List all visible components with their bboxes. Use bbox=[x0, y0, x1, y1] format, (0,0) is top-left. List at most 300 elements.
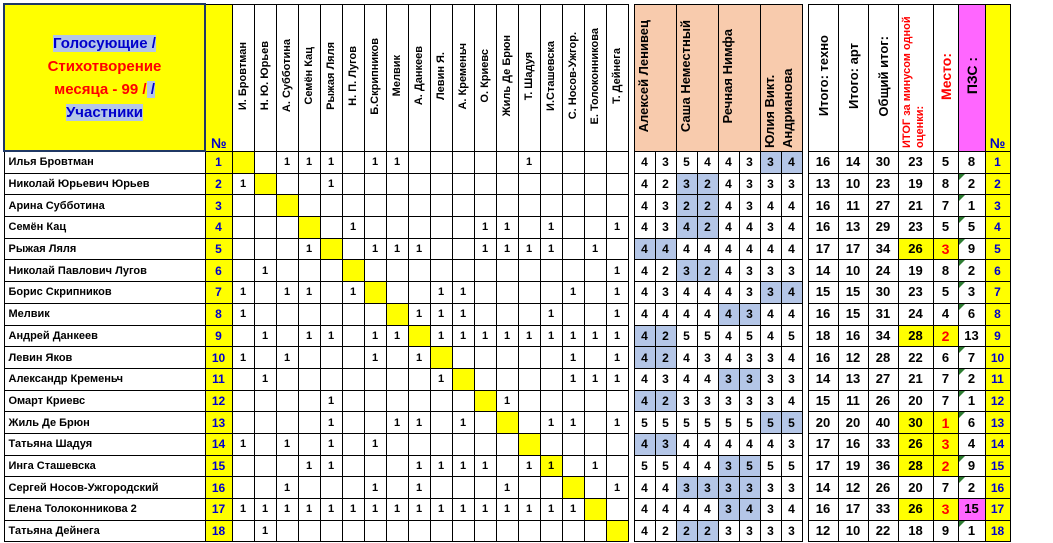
judge-score-cell: 5 bbox=[739, 325, 760, 347]
table-row bbox=[4, 477, 1010, 499]
judge-score-cell: 4 bbox=[634, 499, 655, 521]
title-line-3: месяца - 99 / bbox=[54, 80, 147, 98]
judge-column-header-label: Саша Неместный bbox=[678, 19, 693, 133]
vote-cell bbox=[474, 195, 496, 217]
total-techno: 16 bbox=[808, 303, 838, 325]
vote-cell bbox=[496, 520, 518, 542]
vote-cell bbox=[342, 325, 364, 347]
vote-cell: 1 bbox=[364, 347, 386, 369]
vote-cell bbox=[584, 347, 606, 369]
vote-cell bbox=[584, 195, 606, 217]
vote-cell bbox=[430, 151, 452, 173]
vote-cell: 1 bbox=[364, 477, 386, 499]
row-number: 15 bbox=[205, 455, 232, 477]
vote-cell: 1 bbox=[364, 325, 386, 347]
total-overall: 28 bbox=[868, 347, 898, 369]
vote-cell: 1 bbox=[540, 217, 562, 239]
participant-name: Николай Павлович Лугов bbox=[4, 260, 205, 282]
voter-column-header bbox=[474, 4, 496, 151]
total-techno: 15 bbox=[808, 390, 838, 412]
vote-cell: 1 bbox=[342, 217, 364, 239]
vote-cell: 1 bbox=[276, 433, 298, 455]
vote-cell bbox=[562, 477, 584, 499]
total-overall: 26 bbox=[868, 477, 898, 499]
vote-cell: 1 bbox=[408, 477, 430, 499]
judge-score-cell: 3 bbox=[739, 151, 760, 173]
vote-cell bbox=[320, 217, 342, 239]
vote-cell bbox=[584, 499, 606, 521]
judge-score-cell: 2 bbox=[697, 217, 718, 239]
vote-cell bbox=[606, 173, 628, 195]
vote-cell bbox=[496, 368, 518, 390]
pzs: 9 bbox=[958, 238, 985, 260]
vote-cell: 1 bbox=[496, 499, 518, 521]
vote-cell bbox=[518, 412, 540, 434]
total-minus-one: 28 bbox=[898, 325, 933, 347]
total-minus-one: 26 bbox=[898, 238, 933, 260]
participant-name: Омарт Криевс bbox=[4, 390, 205, 412]
vote-cell bbox=[254, 173, 276, 195]
table-row bbox=[4, 260, 1010, 282]
total-art: 10 bbox=[838, 173, 868, 195]
total-overall: 26 bbox=[868, 390, 898, 412]
vote-cell bbox=[430, 347, 452, 369]
judge-score-cell: 5 bbox=[760, 455, 781, 477]
judge-column-header bbox=[634, 4, 676, 151]
total-minus-one: 19 bbox=[898, 173, 933, 195]
judge-column-header bbox=[760, 4, 802, 151]
total-art: 19 bbox=[838, 455, 868, 477]
total-overall: 30 bbox=[868, 282, 898, 304]
vote-cell: 1 bbox=[496, 477, 518, 499]
vote-cell: 1 bbox=[232, 282, 254, 304]
pzs: 6 bbox=[958, 412, 985, 434]
vote-cell: 1 bbox=[540, 499, 562, 521]
judge-score-cell: 3 bbox=[739, 368, 760, 390]
voter-column-header-label: А. Кременьч bbox=[457, 42, 469, 110]
vote-cell bbox=[562, 173, 584, 195]
vote-cell bbox=[606, 151, 628, 173]
participant-name: Рыжая Ляля bbox=[4, 238, 205, 260]
vote-cell bbox=[254, 217, 276, 239]
vote-cell bbox=[232, 325, 254, 347]
vote-cell bbox=[452, 390, 474, 412]
table-row bbox=[4, 455, 1010, 477]
vote-cell bbox=[606, 195, 628, 217]
voter-column-header-label: И.Сташевска bbox=[545, 41, 557, 111]
vote-cell: 1 bbox=[452, 499, 474, 521]
voter-column-header-label: О. Криевс bbox=[479, 49, 491, 103]
vote-cell bbox=[364, 303, 386, 325]
judge-score-cell: 4 bbox=[697, 368, 718, 390]
vote-cell bbox=[386, 217, 408, 239]
row-number: 6 bbox=[205, 260, 232, 282]
row-number-end: 10 bbox=[985, 347, 1010, 369]
vote-cell bbox=[518, 282, 540, 304]
vote-cell: 1 bbox=[298, 238, 320, 260]
judge-score-cell: 4 bbox=[634, 347, 655, 369]
total-overall: 31 bbox=[868, 303, 898, 325]
vote-cell: 1 bbox=[540, 412, 562, 434]
vote-cell bbox=[364, 520, 386, 542]
vote-cell bbox=[408, 325, 430, 347]
row-number-end: 15 bbox=[985, 455, 1010, 477]
judge-score-cell: 4 bbox=[697, 499, 718, 521]
judge-score-cell: 3 bbox=[718, 455, 739, 477]
voter-column-header-label: Н. П. Лугов bbox=[347, 46, 359, 106]
vote-cell bbox=[584, 260, 606, 282]
judge-score-cell: 3 bbox=[760, 151, 781, 173]
vote-cell bbox=[254, 195, 276, 217]
voter-column-header bbox=[452, 4, 474, 151]
vote-cell bbox=[276, 303, 298, 325]
total-techno: 16 bbox=[808, 195, 838, 217]
vote-cell: 1 bbox=[386, 499, 408, 521]
title-line-2: Стихотворение bbox=[47, 57, 162, 75]
pzs: 6 bbox=[958, 303, 985, 325]
voter-column-header-label: А. Данкеев bbox=[413, 46, 425, 106]
judge-score-cell: 4 bbox=[697, 433, 718, 455]
voter-column-header-label: А. Субботина bbox=[281, 39, 293, 113]
total-art: 17 bbox=[838, 238, 868, 260]
vote-cell: 1 bbox=[254, 325, 276, 347]
vote-cell: 1 bbox=[232, 303, 254, 325]
table-row bbox=[4, 368, 1010, 390]
judge-score-cell: 3 bbox=[655, 368, 676, 390]
place: 3 bbox=[933, 238, 958, 260]
judge-score-cell: 4 bbox=[718, 303, 739, 325]
vote-cell bbox=[276, 238, 298, 260]
vote-cell bbox=[254, 151, 276, 173]
vote-cell bbox=[276, 260, 298, 282]
total-overall: 29 bbox=[868, 217, 898, 239]
vote-cell: 1 bbox=[452, 455, 474, 477]
vote-cell: 1 bbox=[386, 151, 408, 173]
vote-cell bbox=[518, 433, 540, 455]
vote-cell bbox=[474, 303, 496, 325]
judge-score-cell: 3 bbox=[718, 499, 739, 521]
table-row bbox=[4, 195, 1010, 217]
judge-score-cell: 3 bbox=[760, 173, 781, 195]
voter-column-header bbox=[562, 4, 584, 151]
vote-cell bbox=[276, 368, 298, 390]
row-number-end: 17 bbox=[985, 499, 1010, 521]
voter-column-header bbox=[298, 4, 320, 151]
vote-cell bbox=[518, 303, 540, 325]
judge-score-cell: 4 bbox=[655, 477, 676, 499]
vote-cell bbox=[386, 520, 408, 542]
vote-cell bbox=[276, 390, 298, 412]
table-row bbox=[4, 173, 1010, 195]
judge-score-cell: 3 bbox=[718, 477, 739, 499]
vote-cell bbox=[254, 433, 276, 455]
judge-score-cell: 5 bbox=[781, 455, 802, 477]
judge-score-cell: 5 bbox=[676, 412, 697, 434]
vote-cell bbox=[606, 238, 628, 260]
vote-cell: 1 bbox=[408, 499, 430, 521]
vote-cell bbox=[342, 347, 364, 369]
judge-score-cell: 2 bbox=[655, 347, 676, 369]
vote-cell bbox=[276, 173, 298, 195]
vote-cell bbox=[584, 217, 606, 239]
voter-column-header-label: Т. Дейнега bbox=[611, 48, 623, 104]
total-minus-one: 21 bbox=[898, 368, 933, 390]
vote-cell: 1 bbox=[430, 455, 452, 477]
vote-cell bbox=[562, 455, 584, 477]
totals-column-header bbox=[958, 4, 985, 151]
vote-cell bbox=[540, 260, 562, 282]
place: 7 bbox=[933, 477, 958, 499]
vote-cell bbox=[364, 173, 386, 195]
place: 8 bbox=[933, 260, 958, 282]
judge-score-cell: 5 bbox=[781, 325, 802, 347]
vote-cell bbox=[430, 195, 452, 217]
vote-cell bbox=[562, 151, 584, 173]
vote-cell: 1 bbox=[452, 325, 474, 347]
vote-cell bbox=[276, 195, 298, 217]
totals-column-header bbox=[838, 4, 868, 151]
number-header: № bbox=[205, 4, 232, 151]
vote-cell bbox=[386, 368, 408, 390]
judge-score-cell: 2 bbox=[655, 390, 676, 412]
row-number: 5 bbox=[205, 238, 232, 260]
vote-cell bbox=[496, 455, 518, 477]
vote-cell bbox=[452, 347, 474, 369]
judge-score-cell: 5 bbox=[739, 455, 760, 477]
judge-score-cell: 3 bbox=[781, 477, 802, 499]
vote-cell bbox=[320, 368, 342, 390]
table-row bbox=[4, 347, 1010, 369]
judge-score-cell: 4 bbox=[739, 499, 760, 521]
vote-cell bbox=[232, 217, 254, 239]
judge-score-cell: 5 bbox=[634, 455, 655, 477]
totals-column-header bbox=[933, 4, 958, 151]
judge-score-cell: 3 bbox=[655, 195, 676, 217]
row-number: 18 bbox=[205, 520, 232, 542]
judge-score-cell: 3 bbox=[739, 282, 760, 304]
vote-cell bbox=[386, 455, 408, 477]
table-row bbox=[4, 412, 1010, 434]
judge-score-cell: 3 bbox=[760, 499, 781, 521]
voter-column-header bbox=[606, 4, 628, 151]
totals-column-header bbox=[868, 4, 898, 151]
place: 5 bbox=[933, 217, 958, 239]
judge-score-cell: 4 bbox=[634, 151, 655, 173]
vote-cell bbox=[496, 303, 518, 325]
vote-cell bbox=[254, 238, 276, 260]
vote-cell bbox=[540, 433, 562, 455]
voter-column-header bbox=[540, 4, 562, 151]
judge-score-cell: 3 bbox=[739, 173, 760, 195]
row-number-end: 1 bbox=[985, 151, 1010, 173]
judge-score-cell: 5 bbox=[697, 412, 718, 434]
total-minus-one: 18 bbox=[898, 520, 933, 542]
place: 2 bbox=[933, 455, 958, 477]
judge-score-cell: 4 bbox=[760, 303, 781, 325]
vote-cell: 1 bbox=[562, 499, 584, 521]
total-overall: 30 bbox=[868, 151, 898, 173]
vote-cell bbox=[540, 195, 562, 217]
judge-score-cell: 3 bbox=[718, 390, 739, 412]
vote-cell: 1 bbox=[408, 412, 430, 434]
vote-cell bbox=[298, 217, 320, 239]
vote-cell bbox=[408, 217, 430, 239]
judge-score-cell: 2 bbox=[697, 173, 718, 195]
vote-cell bbox=[342, 477, 364, 499]
voter-column-header-label: Т. Шадуя bbox=[523, 51, 535, 101]
total-minus-one: 19 bbox=[898, 260, 933, 282]
vote-cell: 1 bbox=[496, 238, 518, 260]
judge-score-cell: 4 bbox=[697, 151, 718, 173]
voter-column-header-label: Левин Я. bbox=[435, 51, 447, 101]
place: 6 bbox=[933, 347, 958, 369]
participant-name: Мелвик bbox=[4, 303, 205, 325]
total-overall: 24 bbox=[868, 260, 898, 282]
judge-column-header-label: Речная Нимфа bbox=[720, 28, 735, 124]
judge-score-cell: 4 bbox=[634, 303, 655, 325]
total-art: 20 bbox=[838, 412, 868, 434]
vote-cell bbox=[518, 217, 540, 239]
vote-cell bbox=[430, 520, 452, 542]
total-techno: 16 bbox=[808, 347, 838, 369]
total-techno: 16 bbox=[808, 151, 838, 173]
place: 8 bbox=[933, 173, 958, 195]
vote-cell: 1 bbox=[320, 455, 342, 477]
vote-cell bbox=[298, 368, 320, 390]
judge-score-cell: 4 bbox=[634, 217, 655, 239]
judge-score-cell: 2 bbox=[655, 520, 676, 542]
totals-column-header-label: Место: bbox=[937, 52, 954, 100]
vote-cell bbox=[474, 520, 496, 542]
judge-score-cell: 4 bbox=[760, 433, 781, 455]
row-number: 3 bbox=[205, 195, 232, 217]
total-minus-one: 20 bbox=[898, 390, 933, 412]
vote-cell: 1 bbox=[276, 347, 298, 369]
judge-score-cell: 4 bbox=[634, 325, 655, 347]
total-art: 13 bbox=[838, 368, 868, 390]
voter-column-header bbox=[276, 4, 298, 151]
vote-cell bbox=[408, 520, 430, 542]
vote-cell: 1 bbox=[320, 499, 342, 521]
total-minus-one: 23 bbox=[898, 217, 933, 239]
judge-score-cell: 4 bbox=[676, 499, 697, 521]
row-number-end: 8 bbox=[985, 303, 1010, 325]
totals-column-header-label: Общий итог: bbox=[875, 35, 891, 117]
participant-name: Татьяна Дейнега bbox=[4, 520, 205, 542]
vote-cell: 1 bbox=[298, 499, 320, 521]
title-line-4: Участники bbox=[65, 103, 144, 121]
vote-cell bbox=[540, 390, 562, 412]
vote-cell bbox=[496, 173, 518, 195]
judge-score-cell: 5 bbox=[655, 412, 676, 434]
vote-cell: 1 bbox=[342, 282, 364, 304]
voter-column-header-label: С. Носов-Ужгор. bbox=[567, 32, 579, 120]
participant-name: Сергей Носов-Ужгородский bbox=[4, 477, 205, 499]
judge-score-cell: 4 bbox=[739, 433, 760, 455]
vote-cell: 1 bbox=[606, 477, 628, 499]
judge-score-cell: 5 bbox=[676, 325, 697, 347]
vote-cell bbox=[386, 390, 408, 412]
vote-cell: 1 bbox=[496, 217, 518, 239]
vote-cell: 1 bbox=[298, 282, 320, 304]
row-number: 10 bbox=[205, 347, 232, 369]
vote-cell: 1 bbox=[474, 238, 496, 260]
vote-cell bbox=[232, 151, 254, 173]
judge-score-cell: 4 bbox=[718, 195, 739, 217]
table-title: Голосующие / Стихотворение месяца - 99 / / Участники bbox=[4, 4, 205, 151]
vote-cell: 1 bbox=[254, 260, 276, 282]
vote-cell: 1 bbox=[496, 390, 518, 412]
row-number-end: 18 bbox=[985, 520, 1010, 542]
total-techno: 16 bbox=[808, 499, 838, 521]
judge-score-cell: 4 bbox=[718, 282, 739, 304]
total-overall: 22 bbox=[868, 520, 898, 542]
row-number-end: 12 bbox=[985, 390, 1010, 412]
judge-score-cell: 4 bbox=[781, 347, 802, 369]
vote-cell bbox=[408, 282, 430, 304]
table-row bbox=[4, 390, 1010, 412]
vote-cell bbox=[342, 368, 364, 390]
judge-score-cell: 3 bbox=[676, 173, 697, 195]
vote-cell bbox=[342, 195, 364, 217]
total-art: 10 bbox=[838, 260, 868, 282]
judge-score-cell: 4 bbox=[781, 151, 802, 173]
vote-cell: 1 bbox=[584, 325, 606, 347]
row-number-end: 4 bbox=[985, 217, 1010, 239]
row-number-end: 5 bbox=[985, 238, 1010, 260]
participant-name: Семён Кац bbox=[4, 217, 205, 239]
vote-cell bbox=[364, 455, 386, 477]
judge-score-cell: 4 bbox=[781, 499, 802, 521]
judge-score-cell: 5 bbox=[760, 412, 781, 434]
vote-cell bbox=[254, 477, 276, 499]
vote-cell: 1 bbox=[276, 151, 298, 173]
vote-cell bbox=[430, 390, 452, 412]
row-number: 14 bbox=[205, 433, 232, 455]
vote-cell bbox=[254, 390, 276, 412]
number-header-end: № bbox=[985, 4, 1010, 151]
participant-name: Татьяна Шадуя bbox=[4, 433, 205, 455]
voter-column-header-label: И. Бровтман bbox=[237, 41, 249, 111]
vote-cell: 1 bbox=[606, 347, 628, 369]
totals-column-header-label: ИТОГ за минусом одной оценки: bbox=[900, 15, 926, 148]
vote-cell bbox=[232, 477, 254, 499]
total-techno: 18 bbox=[808, 325, 838, 347]
vote-cell bbox=[342, 433, 364, 455]
vote-cell: 1 bbox=[606, 303, 628, 325]
vote-cell bbox=[452, 238, 474, 260]
total-art: 16 bbox=[838, 325, 868, 347]
judge-column-header-label: Юлия Викт. Андрианова bbox=[762, 68, 795, 148]
judge-score-cell: 3 bbox=[739, 477, 760, 499]
total-overall: 23 bbox=[868, 173, 898, 195]
voter-column-header bbox=[342, 4, 364, 151]
total-techno: 14 bbox=[808, 260, 838, 282]
vote-cell bbox=[364, 217, 386, 239]
vote-cell bbox=[606, 520, 628, 542]
judge-score-cell: 3 bbox=[739, 520, 760, 542]
judge-score-cell: 4 bbox=[634, 520, 655, 542]
judge-score-cell: 5 bbox=[676, 151, 697, 173]
vote-cell bbox=[606, 390, 628, 412]
vote-cell bbox=[408, 390, 430, 412]
vote-cell bbox=[364, 195, 386, 217]
total-overall: 33 bbox=[868, 499, 898, 521]
vote-cell bbox=[232, 368, 254, 390]
vote-cell: 1 bbox=[320, 325, 342, 347]
vote-cell bbox=[276, 325, 298, 347]
totals-column-header bbox=[898, 4, 933, 151]
